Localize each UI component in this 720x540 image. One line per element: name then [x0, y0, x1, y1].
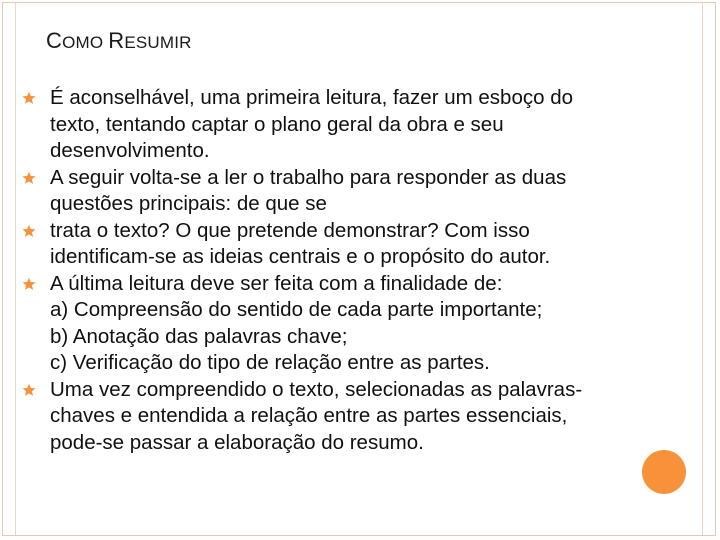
bullet-item [22, 377, 702, 457]
bullet-item [22, 218, 702, 271]
decorative-orange-circle [642, 450, 686, 494]
bullet-text-line: identificam-se as ideias centrais e o propósito do autor. [50, 245, 551, 268]
frame-line-right [702, 3, 703, 535]
bullet-text-line: questões principais: de que se [50, 192, 327, 215]
title-word-2-rest: ESUMIR [124, 33, 192, 52]
star-icon [22, 383, 36, 397]
bullet-item [22, 165, 702, 218]
bullet-text-line: É aconselhável, uma primeira leitura, fazer um esboço do [50, 86, 574, 109]
bullet-text-line: texto, tentando captar o plano geral da obra e seu [50, 112, 504, 136]
sub-item: c) Verificação do tipo de relação entre as partes. [50, 351, 490, 374]
bullet-text-line: A última leitura deve ser feita com a finalidade de: [50, 271, 503, 295]
sub-item: a) Compreensão do sentido de cada parte importante; [50, 298, 543, 321]
title-word-2-initial: R [108, 28, 125, 53]
bullet-item [22, 271, 702, 298]
title-word-1-rest: OMO [62, 33, 109, 52]
sub-item: b) Anotação das palavras chave; [50, 324, 348, 348]
frame-line-left [15, 3, 16, 535]
bullet-text-line: pode-se passar a elaboração do resumo. [50, 430, 424, 454]
bullet-text-line: desenvolvimento. [50, 139, 210, 162]
star-icon [22, 171, 36, 185]
title-word-1-initial: C [46, 28, 63, 53]
bullet-text-line: trata o texto? O que pretende demonstrar? Com isso [50, 218, 530, 242]
star-icon [22, 224, 36, 238]
slide-title [46, 28, 192, 54]
star-icon [22, 91, 36, 105]
star-icon [22, 277, 36, 291]
bullet-list [22, 85, 702, 456]
bullet-text-line: A seguir volta-se a ler o trabalho para responder as duas [50, 165, 567, 189]
bullet-text-line: chaves e entendida a relação entre as partes essenciais, [50, 404, 568, 427]
bullet-text-line: Uma vez compreendido o texto, selecionadas as palavras- [50, 377, 583, 401]
bullet-item [22, 85, 702, 165]
